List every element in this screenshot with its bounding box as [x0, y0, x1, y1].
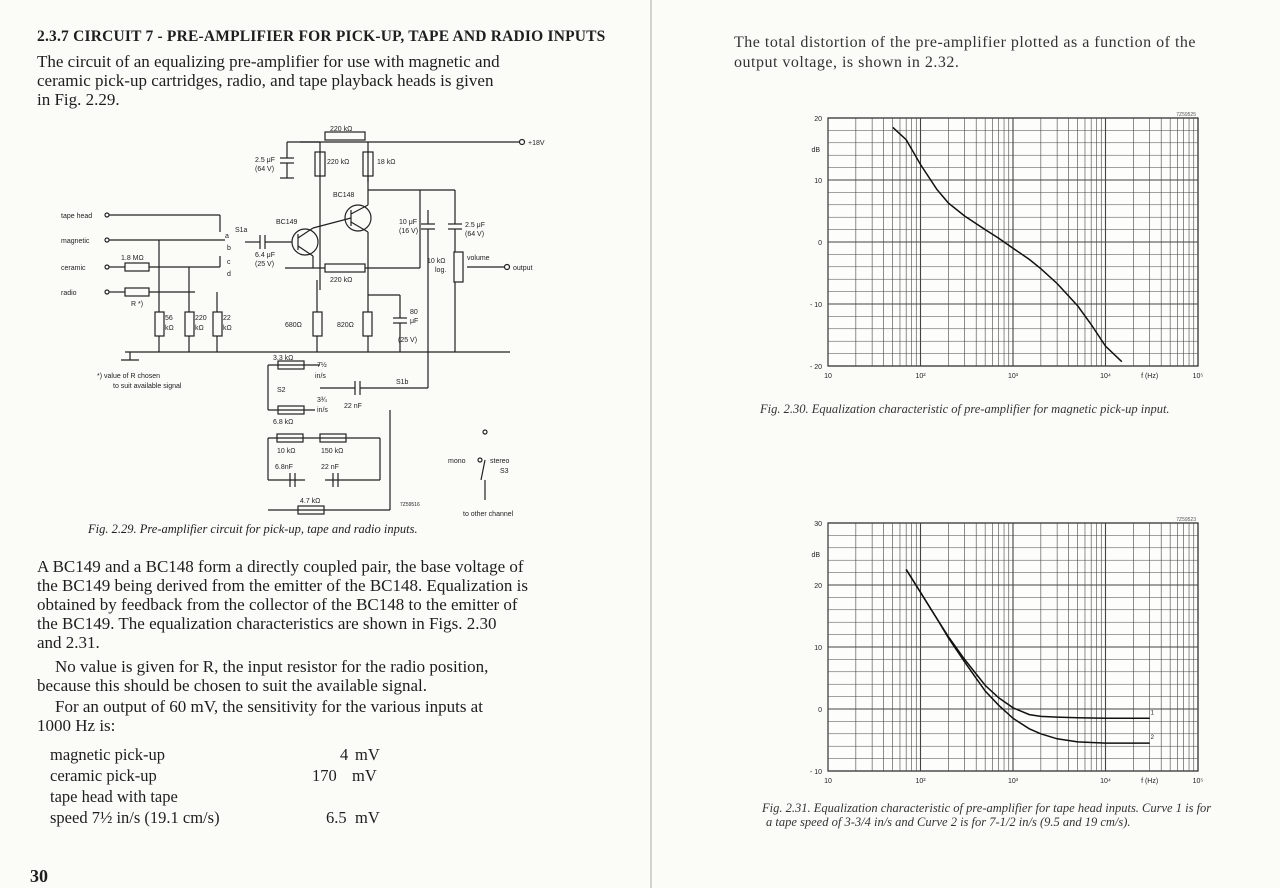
- label-r33k: 3.3 kΩ: [273, 355, 294, 362]
- label-other-channel: to other channel: [463, 511, 514, 518]
- label-mono: mono: [448, 458, 466, 465]
- series-label: 1: [1150, 710, 1154, 717]
- label-c80u: μF: [410, 318, 419, 325]
- chart-fig-2-30: [790, 108, 1220, 388]
- label-r220k-fb: 220 kΩ: [330, 277, 353, 284]
- label-r22: 22: [223, 315, 231, 322]
- label-c22nf2: 22 nF: [321, 464, 339, 471]
- y-tick-label: 0: [818, 707, 822, 714]
- label-log: log.: [435, 267, 447, 274]
- body-line: the BC149. The equalization characteristics are shown in Figs. 2.30: [37, 614, 497, 633]
- x-tick-label: 10²: [915, 778, 926, 785]
- label-c80: 80: [410, 309, 418, 316]
- x-tick-label: 10⁵: [1192, 373, 1204, 380]
- label-bc149: BC149: [276, 219, 298, 226]
- label-bc148: BC148: [333, 192, 355, 199]
- label-r820: 820Ω: [337, 322, 354, 329]
- label-c68nf: 6.8nF: [275, 464, 293, 471]
- right-line: The total distortion of the pre-amplifier plotted as a function of the: [734, 34, 1196, 51]
- label-s2: S2: [277, 387, 286, 394]
- label-c25-out-v: (64 V): [465, 231, 485, 238]
- label-footnote-2: to suit available signal: [113, 383, 182, 390]
- series-label: 2: [1150, 735, 1154, 742]
- label-r680: 680Ω: [285, 322, 302, 329]
- x-tick-label: 10: [824, 373, 832, 380]
- label-r68k: 6.8 kΩ: [273, 419, 294, 426]
- body-line: and 2.31.: [37, 633, 100, 652]
- body-paragraph-2: [37, 657, 562, 695]
- label-c10-16: 10 μF: [399, 219, 418, 226]
- sensitivity-unit: mV: [355, 745, 380, 764]
- sensitivity-label: speed 7½ in/s (19.1 cm/s): [50, 808, 220, 827]
- label-c80v: (25 V): [398, 337, 418, 344]
- body-line: No value is given for R, the input resistor for the radio position,: [55, 657, 489, 676]
- label-output: output: [513, 265, 533, 272]
- x-tick-label: 10⁵: [1192, 778, 1204, 785]
- label-r56: 56: [165, 315, 173, 322]
- label-c22nf: 22 nF: [344, 403, 362, 410]
- y-tick-label: 10: [814, 178, 822, 185]
- label-c25-64-v: (64 V): [255, 166, 275, 173]
- chart-code: 7Z59525: [1176, 112, 1196, 118]
- label-ceramic: ceramic: [61, 265, 86, 272]
- label-r220: 220: [195, 315, 207, 322]
- label-s1a: S1a: [235, 227, 248, 234]
- body-line: A BC149 and a BC148 form a directly coupled pair, the base voltage of: [37, 557, 524, 576]
- body-line: For an output of 60 mV, the sensitivity for the various inputs at: [55, 697, 483, 716]
- section-heading: 2.3.7 CIRCUIT 7 - PRE-AMPLIFIER FOR PICK-UP, TAPE AND RADIO INPUTS: [37, 28, 606, 45]
- label-r-star: R *): [131, 301, 144, 308]
- label-c: c: [227, 259, 231, 266]
- page-number: 30: [30, 866, 48, 886]
- x-axis-label: f (Hz): [1141, 778, 1159, 785]
- label-c64-v: (25 V): [255, 261, 275, 268]
- x-tick-label: 10³: [1007, 778, 1019, 785]
- label-speed2u: in/s: [317, 407, 328, 414]
- page-fold: [650, 0, 652, 888]
- label-footnote-1: *) value of R chosen: [97, 373, 161, 380]
- label-volume: volume: [467, 255, 490, 262]
- label-speed2: 3¾: [317, 397, 327, 404]
- label-c25-64: 2.5 μF: [255, 157, 275, 164]
- label-stereo: stereo: [490, 458, 510, 465]
- body-line: 1000 Hz is:: [37, 716, 116, 735]
- body-line: the BC149 being derived from the emitter of the BC148. Equalization is: [37, 576, 529, 595]
- sensitivity-unit: mV: [355, 808, 380, 827]
- circuit-diagram: [55, 120, 555, 520]
- chart-caption-line: Fig. 2.31. Equalization characteristic of pre-amplifier for tape head inputs. Curve 1 is for: [762, 801, 1212, 815]
- label-r220k-top: 220 kΩ: [330, 126, 353, 133]
- y-tick-label: 20: [814, 116, 822, 123]
- label-r220u: kΩ: [195, 325, 204, 332]
- label-c64: 6.4 μF: [255, 252, 275, 259]
- figure-caption: Fig. 2.29. Pre-amplifier circuit for pick-up, tape and radio inputs.: [88, 522, 418, 536]
- label-r10k2: 10 kΩ: [277, 448, 296, 455]
- sensitivity-unit: mV: [352, 766, 377, 785]
- label-speed1u: in/s: [315, 373, 326, 380]
- chart-code: 7Z59523: [1176, 517, 1196, 523]
- y-axis-label: dB: [811, 552, 820, 559]
- y-tick-label: 10: [814, 645, 822, 652]
- body-line: obtained by feedback from the collector of the BC148 to the emitter of: [37, 595, 518, 614]
- figure-code: 7Z59516: [400, 502, 420, 508]
- label-s3: S3: [500, 468, 509, 475]
- right-line: output voltage, is shown in 2.32.: [734, 54, 960, 71]
- y-tick-label: 20: [814, 583, 822, 590]
- label-r56u: kΩ: [165, 325, 174, 332]
- label-tape-head: tape head: [61, 213, 93, 220]
- sensitivity-value: 4: [340, 745, 349, 764]
- label-r18m: 1.8 MΩ: [121, 255, 144, 262]
- intro-line: in Fig. 2.29.: [37, 90, 120, 109]
- x-tick-label: 10: [824, 778, 832, 785]
- y-tick-label: - 10: [809, 769, 822, 776]
- chart-caption: Fig. 2.30. Equalization characteristic of pre-amplifier for magnetic pick-up input.: [760, 402, 1170, 416]
- intro-line: The circuit of an equalizing pre-amplifier for use with magnetic and: [37, 52, 500, 71]
- label-r18k: 18 kΩ: [377, 159, 396, 166]
- x-tick-label: 10⁴: [1100, 778, 1111, 785]
- y-tick-label: 0: [818, 240, 822, 247]
- label-b: b: [227, 245, 231, 252]
- right-paragraph: [734, 33, 1266, 73]
- body-paragraph-1: [37, 557, 562, 652]
- chart-caption-line: a tape speed of 3-3/4 in/s and Curve 2 is for 7-1/2 in/s (9.5 and 19 cm/s).: [766, 815, 1131, 829]
- sensitivity-value: 6.5: [326, 808, 347, 827]
- label-r220k-2: 220 kΩ: [327, 159, 350, 166]
- label-s1b: S1b: [396, 379, 409, 386]
- x-tick-label: 10⁴: [1100, 373, 1111, 380]
- label-a: a: [225, 233, 229, 240]
- body-line: because this should be chosen to suit the available signal.: [37, 676, 427, 695]
- sensitivity-label: magnetic pick-up: [50, 745, 166, 764]
- y-tick-label: 30: [814, 521, 822, 528]
- intro-paragraph: [37, 52, 562, 109]
- x-tick-label: 10³: [1007, 373, 1019, 380]
- sensitivity-label: tape head with tape: [50, 787, 178, 806]
- label-r10k: 10 kΩ: [427, 258, 446, 265]
- label-supply: +18V: [528, 140, 545, 147]
- label-speed1: 7½: [317, 362, 327, 369]
- chart-caption: [762, 801, 1211, 829]
- y-tick-label: - 10: [809, 302, 822, 309]
- sensitivity-label: ceramic pick-up: [50, 766, 157, 785]
- y-tick-label: - 20: [809, 364, 822, 371]
- sensitivity-value: 170: [312, 766, 337, 785]
- label-d: d: [227, 271, 231, 278]
- x-axis-label: f (Hz): [1141, 373, 1159, 380]
- intro-line: ceramic pick-up cartridges, radio, and tape playback heads is given: [37, 71, 494, 90]
- label-radio: radio: [61, 290, 77, 297]
- label-r150k: 150 kΩ: [321, 448, 344, 455]
- chart-fig-2-31: [790, 513, 1220, 791]
- label-r22u: kΩ: [223, 325, 232, 332]
- body-paragraph-3: [37, 697, 562, 735]
- label-c10-16-v: (16 V): [399, 228, 419, 235]
- y-axis-label: dB: [811, 147, 820, 154]
- x-tick-label: 10²: [915, 373, 926, 380]
- label-c25-out: 2.5 μF: [465, 222, 485, 229]
- label-magnetic: magnetic: [61, 238, 90, 245]
- label-r47k: 4.7 kΩ: [300, 498, 321, 505]
